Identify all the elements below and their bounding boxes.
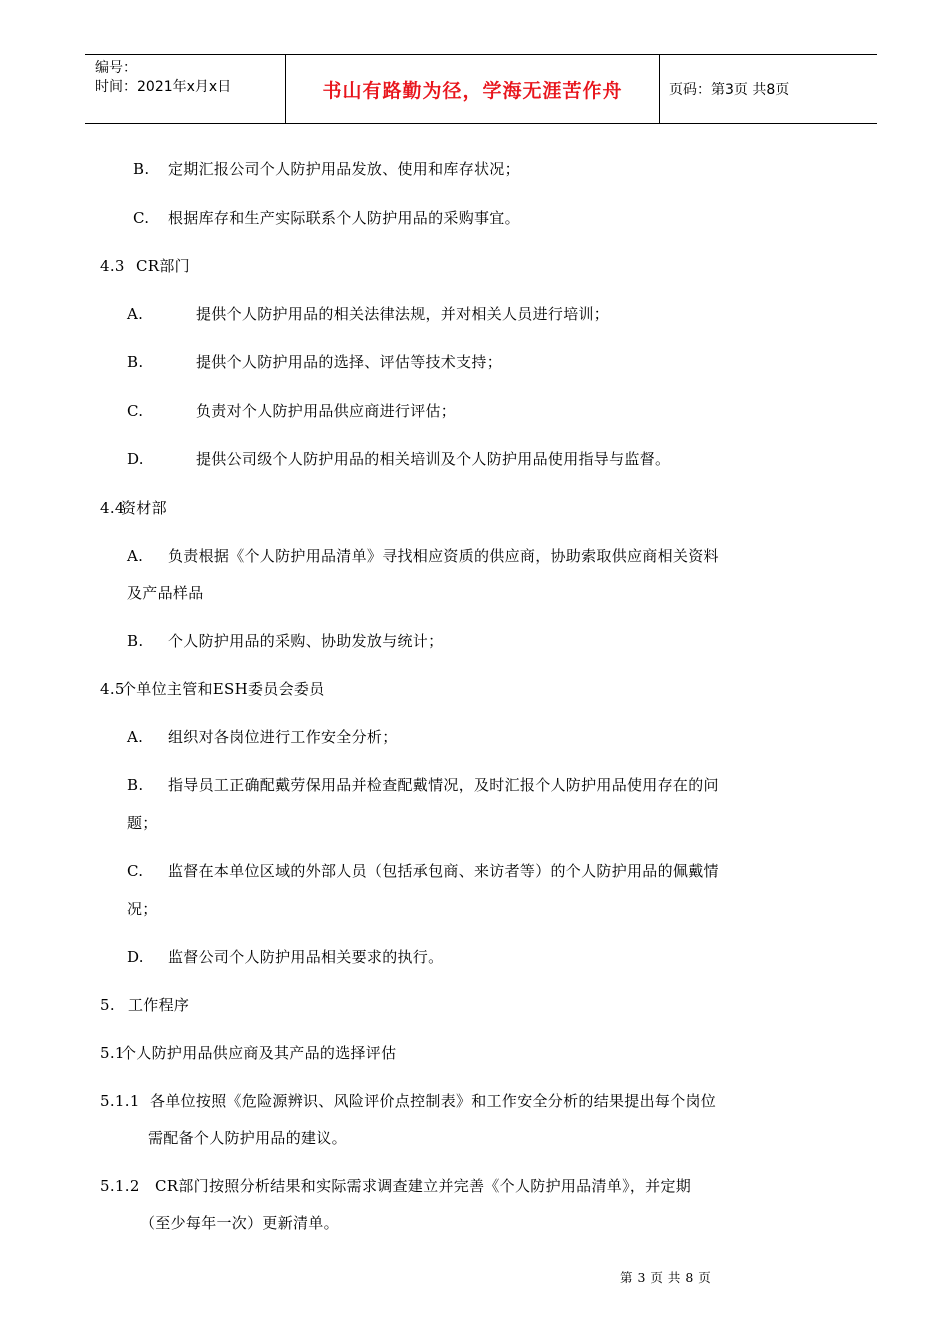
item-text: 需配备个人防护用品的建议。 bbox=[148, 1129, 347, 1147]
section-heading bbox=[100, 1042, 396, 1063]
item-label: 5.1.2 bbox=[100, 1177, 140, 1195]
body-line bbox=[127, 860, 719, 881]
item-label: A. bbox=[127, 728, 144, 746]
item-text: CR部门按照分析结果和实际需求调查建立并完善《个人防护用品清单》，并定期 bbox=[155, 1177, 692, 1195]
header-page-label: 页码：第3页 共8页 bbox=[669, 82, 790, 98]
page-header bbox=[85, 54, 877, 124]
body-line bbox=[133, 207, 520, 228]
item-label: D. bbox=[127, 948, 144, 966]
body-line-continuation bbox=[127, 812, 158, 833]
item-label: A. bbox=[127, 305, 144, 323]
item-label: 5.1.1 bbox=[100, 1092, 140, 1110]
item-label: B. bbox=[127, 632, 144, 650]
item-text: 定期汇报公司个人防护用品发放、使用和库存状况； bbox=[168, 160, 520, 178]
header-meta bbox=[95, 59, 231, 97]
section-title: CR部门 bbox=[136, 257, 190, 275]
section-heading bbox=[100, 678, 325, 699]
body-line-continuation bbox=[127, 582, 204, 603]
document-number-label: 编号： bbox=[95, 60, 137, 76]
body-line bbox=[127, 774, 719, 795]
body-line bbox=[127, 448, 670, 469]
header-motto: 书山有路勤为径，学海无涯苦作舟 bbox=[285, 55, 660, 123]
item-text: 指导员工正确配戴劳保用品并检查配戴情况，及时汇报个人防护用品使用存在的问 bbox=[168, 776, 719, 794]
item-text: 根据库存和生产实际联系个人防护用品的采购事宜。 bbox=[168, 209, 520, 227]
body-line bbox=[127, 351, 502, 372]
body-line-continuation bbox=[140, 1212, 339, 1233]
body-line-continuation bbox=[148, 1127, 347, 1148]
item-text: 监督在本单位区域的外部人员（包括承包商、来访者等）的个人防护用品的佩戴情 bbox=[168, 862, 719, 880]
section-heading bbox=[100, 994, 189, 1015]
item-text: 各单位按照《危险源辨识、风险评价点控制表》和工作安全分析的结果提出每个岗位 bbox=[150, 1092, 717, 1110]
item-text: 况； bbox=[127, 900, 158, 918]
section-number: 4.4 bbox=[100, 499, 125, 517]
body-line bbox=[127, 726, 398, 747]
body-line bbox=[127, 400, 456, 421]
item-text: 提供公司级个人防护用品的相关培训及个人防护用品使用指导与监督。 bbox=[196, 450, 671, 468]
section-number: 4.3 bbox=[100, 257, 125, 275]
item-text: （至少每年一次）更新清单。 bbox=[140, 1214, 339, 1232]
item-label: B. bbox=[127, 776, 144, 794]
section-heading bbox=[100, 255, 190, 276]
body-line-continuation bbox=[127, 898, 158, 919]
section-title: 资材部 bbox=[121, 499, 167, 517]
body-line bbox=[127, 946, 443, 967]
item-text: 及产品样品 bbox=[127, 584, 204, 602]
item-text: 组织对各岗位进行工作安全分析； bbox=[168, 728, 398, 746]
section-title: 工作程序 bbox=[128, 996, 190, 1014]
page-footer: 第 3 页 共 8 页 bbox=[620, 1270, 712, 1285]
body-line bbox=[127, 303, 609, 324]
item-text: 监督公司个人防护用品相关要求的执行。 bbox=[168, 948, 444, 966]
item-label: B. bbox=[127, 353, 144, 371]
item-text: 个人防护用品的采购、协助发放与统计； bbox=[168, 632, 444, 650]
body-line bbox=[100, 1175, 691, 1196]
section-number: 5. bbox=[100, 996, 115, 1014]
section-title: 个人防护用品供应商及其产品的选择评估 bbox=[121, 1044, 397, 1062]
section-heading bbox=[100, 497, 167, 518]
item-text: 题； bbox=[127, 814, 158, 832]
section-number: 4.5 bbox=[100, 680, 125, 698]
body-line bbox=[100, 1090, 716, 1111]
section-number: 5.1 bbox=[100, 1044, 125, 1062]
item-label: B. bbox=[133, 160, 150, 178]
item-text: 提供个人防护用品的选择、评估等技术支持； bbox=[196, 353, 503, 371]
item-text: 负责根据《个人防护用品清单》寻找相应资质的供应商，协助索取供应商相关资料 bbox=[168, 547, 719, 565]
document-time-label: 时间：2021年x月x日 bbox=[95, 79, 232, 95]
body-line bbox=[127, 545, 719, 566]
item-label: C. bbox=[127, 862, 144, 880]
body-line bbox=[127, 630, 443, 651]
item-text: 提供个人防护用品的相关法律法规，并对相关人员进行培训； bbox=[196, 305, 610, 323]
item-label: C. bbox=[133, 209, 150, 227]
section-title: 个单位主管和ESH委员会委员 bbox=[121, 680, 325, 698]
item-label: D. bbox=[127, 450, 144, 468]
body-line bbox=[133, 158, 520, 179]
item-label: C. bbox=[127, 402, 144, 420]
item-label: A. bbox=[127, 547, 144, 565]
item-text: 负责对个人防护用品供应商进行评估； bbox=[196, 402, 457, 420]
